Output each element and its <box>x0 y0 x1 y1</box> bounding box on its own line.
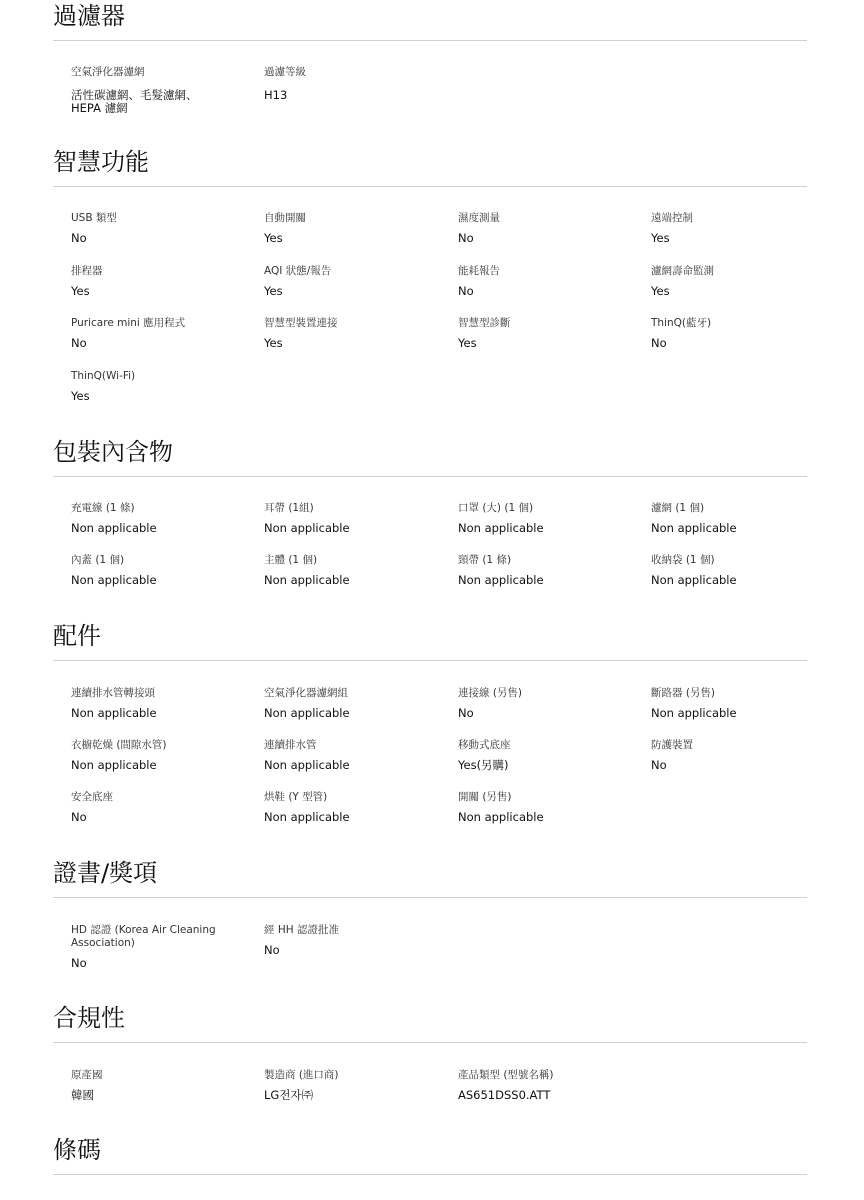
section-divider <box>53 1042 807 1043</box>
spec-item <box>458 554 643 587</box>
spec-value: Non applicable <box>458 521 544 535</box>
spec-value: No <box>458 231 474 245</box>
spec-value: Yes <box>71 284 90 298</box>
spec-item <box>71 502 256 535</box>
spec-value: Non applicable <box>264 573 350 587</box>
spec-item <box>264 687 449 720</box>
spec-item <box>264 739 449 772</box>
spec-value: Non applicable <box>71 706 157 720</box>
spec-label: 經 HH 認證批准 <box>264 924 339 936</box>
spec-label: 濕度測量 <box>458 212 500 224</box>
spec-label: 遠端控制 <box>651 212 693 224</box>
spec-value: No <box>458 284 474 298</box>
spec-item <box>264 1069 449 1102</box>
spec-item <box>71 554 256 587</box>
spec-value: No <box>651 336 667 350</box>
spec-label: ThinQ(藍牙) <box>651 317 712 329</box>
spec-value: Yes(另購) <box>458 758 509 772</box>
spec-label: 內蓋 (1 個) <box>71 554 125 566</box>
spec-value: Yes <box>264 284 283 298</box>
spec-label: 衣櫥乾燥 (間隙水管) <box>71 739 167 751</box>
spec-value: Non applicable <box>651 521 737 535</box>
spec-value: Non applicable <box>458 573 544 587</box>
spec-item <box>458 265 643 298</box>
spec-item <box>71 212 256 245</box>
spec-label: 安全底座 <box>71 791 113 803</box>
spec-label: 智慧型診斷 <box>458 317 511 329</box>
spec-value: Yes <box>264 231 283 245</box>
section-title: 合規性 <box>53 1004 125 1032</box>
spec-value: No <box>71 336 87 350</box>
spec-value: Yes <box>651 284 670 298</box>
spec-item <box>651 265 836 298</box>
spec-item <box>264 791 449 824</box>
spec-item <box>458 739 643 772</box>
spec-label: 排程器 <box>71 265 103 277</box>
spec-item <box>458 502 643 535</box>
spec-label: 製造商 (進口商) <box>264 1069 339 1081</box>
spec-item <box>71 317 256 350</box>
spec-item <box>264 212 449 245</box>
spec-label: 自動開關 <box>264 212 306 224</box>
section-title: 過濾器 <box>53 2 125 30</box>
spec-label: 原產國 <box>71 1069 103 1081</box>
spec-label: 充電線 (1 條) <box>71 502 135 514</box>
section-title: 條碼 <box>53 1136 101 1164</box>
spec-value: No <box>71 810 87 824</box>
spec-label: 連接線 (另售) <box>458 687 523 699</box>
spec-value: Non applicable <box>71 521 157 535</box>
spec-value: Yes <box>71 389 90 403</box>
spec-value: No <box>458 706 474 720</box>
spec-item <box>458 317 643 350</box>
spec-item <box>71 687 256 720</box>
spec-item <box>71 265 256 298</box>
spec-item <box>264 502 449 535</box>
spec-value: Yes <box>651 231 670 245</box>
section-title: 證書/獎項 <box>53 859 158 887</box>
spec-value: LG전자㈜ <box>264 1088 314 1102</box>
section-title: 智慧功能 <box>53 148 149 176</box>
spec-label: USB 類型 <box>71 212 117 224</box>
spec-item <box>71 739 256 772</box>
spec-item <box>264 554 449 587</box>
spec-item <box>458 212 643 245</box>
spec-value: Non applicable <box>458 810 544 824</box>
spec-item <box>71 66 256 115</box>
section-divider <box>53 476 807 477</box>
spec-value: Yes <box>458 336 477 350</box>
spec-item <box>71 1069 256 1102</box>
section-divider <box>53 897 807 898</box>
spec-label: 空氣淨化器濾網 <box>71 66 145 78</box>
spec-label: 過濾等級 <box>264 66 306 78</box>
spec-label: 頸帶 (1 條) <box>458 554 512 566</box>
spec-item <box>651 502 836 535</box>
spec-label: 收納袋 (1 個) <box>651 554 715 566</box>
section-divider <box>53 660 807 661</box>
spec-label: 空氣淨化器濾網組 <box>264 687 348 699</box>
spec-label: AQI 狀態/報告 <box>264 265 332 277</box>
spec-item <box>458 687 643 720</box>
spec-value: Non applicable <box>264 810 350 824</box>
spec-item <box>651 687 836 720</box>
spec-item <box>71 924 221 970</box>
spec-label: 產品類型 (型號名稱) <box>458 1069 554 1081</box>
spec-label: 主體 (1 個) <box>264 554 318 566</box>
spec-label: 斷路器 (另售) <box>651 687 716 699</box>
spec-label: 連續排水管轉接頭 <box>71 687 155 699</box>
spec-label: 濾網壽命監測 <box>651 265 714 277</box>
spec-value: Non applicable <box>264 758 350 772</box>
spec-value: Non applicable <box>264 706 350 720</box>
spec-value: Non applicable <box>651 573 737 587</box>
spec-label: Puricare mini 應用程式 <box>71 317 186 329</box>
spec-value: Non applicable <box>71 758 157 772</box>
spec-item <box>264 265 449 298</box>
spec-item <box>651 212 836 245</box>
spec-value: No <box>71 956 87 970</box>
spec-item <box>264 317 449 350</box>
section-title: 包裝內含物 <box>53 438 173 466</box>
spec-value: AS651DSS0.ATT <box>458 1088 551 1102</box>
spec-label: 智慧型裝置連接 <box>264 317 338 329</box>
spec-label: 濾網 (1 個) <box>651 502 705 514</box>
spec-item <box>264 66 449 102</box>
spec-value: No <box>264 943 280 957</box>
spec-item <box>264 924 449 957</box>
spec-item <box>458 1069 643 1102</box>
spec-item <box>651 554 836 587</box>
spec-value: 活性碳濾網、毛髮濾網、HEPA 濾網 <box>71 88 198 115</box>
spec-label: 連續排水管 <box>264 739 317 751</box>
spec-label: HD 認證 (Korea Air Cleaning Association) <box>71 924 216 949</box>
section-divider <box>53 1174 807 1175</box>
section-title: 配件 <box>53 622 101 650</box>
spec-label: 能耗報告 <box>458 265 500 277</box>
spec-value: Yes <box>264 336 283 350</box>
spec-item <box>651 317 836 350</box>
spec-value: No <box>651 758 667 772</box>
spec-label: 開關 (另售) <box>458 791 512 803</box>
spec-value: No <box>71 231 87 245</box>
spec-label: 耳帶 (1組) <box>264 502 314 514</box>
spec-label: ThinQ(Wi-Fi) <box>71 370 136 382</box>
spec-label: 烘鞋 (Y 型管) <box>264 791 328 803</box>
spec-value: H13 <box>264 88 288 102</box>
spec-item <box>458 791 643 824</box>
spec-value: Non applicable <box>264 521 350 535</box>
spec-item <box>651 739 836 772</box>
spec-label: 口罩 (大) (1 個) <box>458 502 534 514</box>
spec-label: 防護裝置 <box>651 739 693 751</box>
spec-item <box>71 791 256 824</box>
section-divider <box>53 186 807 187</box>
spec-item <box>71 370 256 403</box>
section-divider <box>53 40 807 41</box>
spec-label: 移動式底座 <box>458 739 511 751</box>
spec-value: Non applicable <box>651 706 737 720</box>
spec-value: 韓國 <box>71 1088 94 1102</box>
spec-value: Non applicable <box>71 573 157 587</box>
